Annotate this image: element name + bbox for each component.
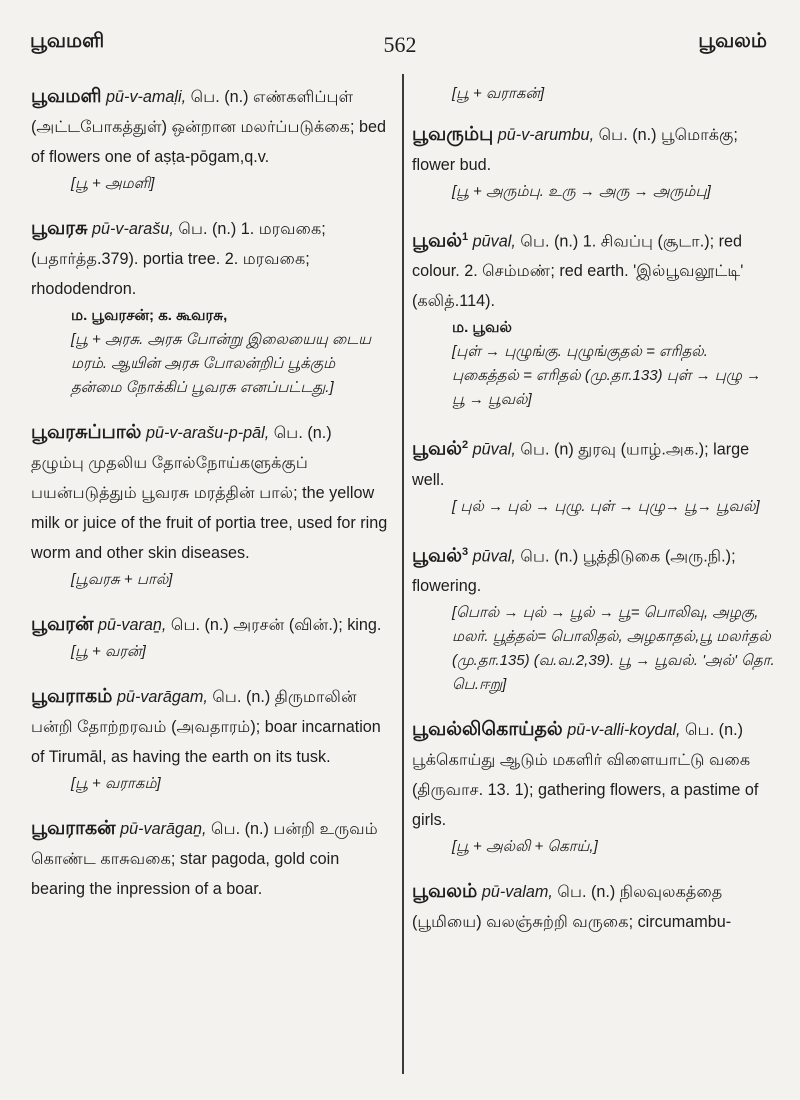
transliteration: pū-valam, (481, 883, 553, 902)
definition: பெ. (n.) எண்களிப்புள் (அட்டபோகத்துள்) ஒன்றான மலர்ப்படுக்கை; bed of flowers one of aṣṭa-pōgam,q.v. (31, 88, 386, 166)
definition: பெ. (n.) பூமொக்கு; flower bud. (412, 126, 738, 174)
transliteration: pū-varaṉ, (98, 616, 167, 634)
transliteration: pū-v-arašu, (91, 220, 174, 238)
headword: பூவல்லிகொய்தல் (412, 719, 563, 741)
transliteration: pūval, (472, 440, 516, 459)
dictionary-entry (31, 814, 389, 904)
definition: பெ. (n) துரவு (யாழ்.அக.); large well. (412, 440, 750, 489)
transliteration: pūval, (472, 547, 516, 566)
homonym-number: 2 (462, 439, 469, 452)
column-divider (402, 74, 404, 1074)
definition: பெ. (n.) தழும்பு முதலிய தோல்நோய்களுக்குப் பயன்படுத்தும் பூவரசு மரத்தின் பால்; the yellow milk or juice of the fruit of portia tree, used for ring worm and other skin diseases. (31, 424, 388, 562)
headword: பூவல் (412, 545, 463, 567)
etymology-note: [பூ + அரும்பு. உரு → அரு → அரும்பு] (452, 183, 711, 200)
etymology-note: [பூ + அல்லி + கொய்,] (452, 838, 598, 856)
etymology-note: [பூ + அமளி] (71, 175, 155, 192)
definition: பெ. (n.) நிலவுலகத்தை (பூமியை) வலஞ்சுற்றி வருகை; circumambu- (412, 883, 732, 932)
transliteration: pūval, (472, 232, 516, 251)
dictionary-entry (31, 418, 389, 592)
dictionary-entry (412, 120, 776, 204)
dictionary-entry (412, 537, 776, 697)
headword: பூவல் (412, 230, 463, 252)
right-column (412, 82, 776, 955)
homonym-number: 3 (462, 545, 469, 558)
headword: பூவல் (412, 438, 463, 460)
etymology-note: [புள் → புழுங்கு. புழுங்குதல் = எரிதல். புகைத்தல் = எரிதல் (மு.தா.133) புள் → புழு → பூ → பூவல்] (452, 343, 762, 409)
homonym-number: 1 (462, 231, 469, 243)
dictionary-entry (412, 430, 776, 518)
left-column (31, 82, 389, 922)
dictionary-entry (31, 214, 389, 400)
headword: பூவராகன் (31, 818, 116, 839)
transliteration: pū-varāgaṉ, (120, 820, 207, 838)
transliteration: pū-varāgam, (116, 688, 208, 706)
dictionary-entry (31, 610, 389, 664)
definition: பெ. (n.) பன்றி உருவம் கொண்ட காசுவகை; star pagoda, gold coin bearing the inpression of a boar. (31, 820, 378, 898)
definition: பெ. (n.) 1. மரவகை; (பதார்த்த.379). portia tree. 2. மரவகை; rhododendron. (31, 220, 326, 298)
transliteration: pū-v-arumbu, (497, 126, 595, 144)
dictionary-entry (31, 682, 389, 796)
headword: பூவரன் (31, 614, 94, 635)
continued-etymology-note: [பூ + வராகன்] (452, 85, 545, 102)
running-head-left: பூவமளி (30, 30, 105, 52)
etymology-note: [பூவரசு + பால்] (71, 571, 173, 588)
cognates: ம. பூவரசன்; க. கூவரசு, (71, 307, 228, 324)
transliteration: pū-v-amaḷi, (106, 88, 187, 106)
definition: பெ. (n.) பூத்திடுகை (அரு.நி.); flowering. (412, 547, 736, 596)
definition: பெ. (n.) பூக்கொய்து ஆடும் மகளிர் விளையாட்டு வகை (திருவாச. 13. 1); gathering flowers, a pastime of girls. (412, 721, 759, 830)
running-head-right: பூவலம் (698, 30, 767, 52)
headword: பூவமளி (31, 86, 102, 107)
headword: பூவரசுப்பால் (31, 422, 142, 443)
etymology-note: [பூ + அரசு. அரசு போன்று இலையையு டைய மரம். ஆயின் அரசு போலன்றிப் பூக்கும் தன்மை நோக்கிப் பூவரசு எனப்பட்டது.] (71, 331, 372, 396)
headword: பூவராகம் (31, 686, 113, 707)
transliteration: pū-v-arašu-p-pāl, (145, 424, 270, 442)
cognates: ம. பூவல் (452, 319, 512, 337)
etymology-note: [பொல் → புல் → பூல் → பூ= பொலிவு, அழகு, மலர். பூத்தல்= பொலிதல், அழகாதல்,பூ மலர்தல் (மு.தா.135) (வ.வ.2,39). பூ → பூவல். 'அல்' தொ. பெ.ஈறு] (452, 604, 775, 694)
etymology-note: [ புல் → புல் → புழு. புள் → புழு→ பூ→ பூவல்] (452, 497, 760, 515)
definition: பெ. (n.) திருமாலின் பன்றி தோற்றரவம் (அவதாரம்); boar incarnation of Tirumāl, as having the earth on its tusk. (31, 688, 381, 766)
dictionary-entry (412, 715, 776, 859)
definition: பெ. (n.) அரசன் (வின்.); king. (170, 616, 382, 634)
transliteration: pū-v-alli-koydal, (567, 721, 681, 740)
dictionary-entry (31, 82, 389, 196)
dictionary-entry (412, 877, 776, 937)
headword: பூவரசு (31, 218, 88, 239)
etymology-note: [பூ + வராகம்] (71, 775, 161, 792)
etymology-note: [பூ + வரன்] (71, 643, 146, 660)
page-number: 562 (383, 32, 417, 57)
headword: பூவலம் (412, 881, 478, 903)
definition: பெ. (n.) 1. சிவப்பு (சூடா.); red colour. 2. செம்மண்; red earth. 'இல்பூவலூட்டி' (கலித்.114). (412, 232, 744, 311)
dictionary-entry (412, 222, 776, 412)
headword: பூவரும்பு (412, 124, 494, 145)
